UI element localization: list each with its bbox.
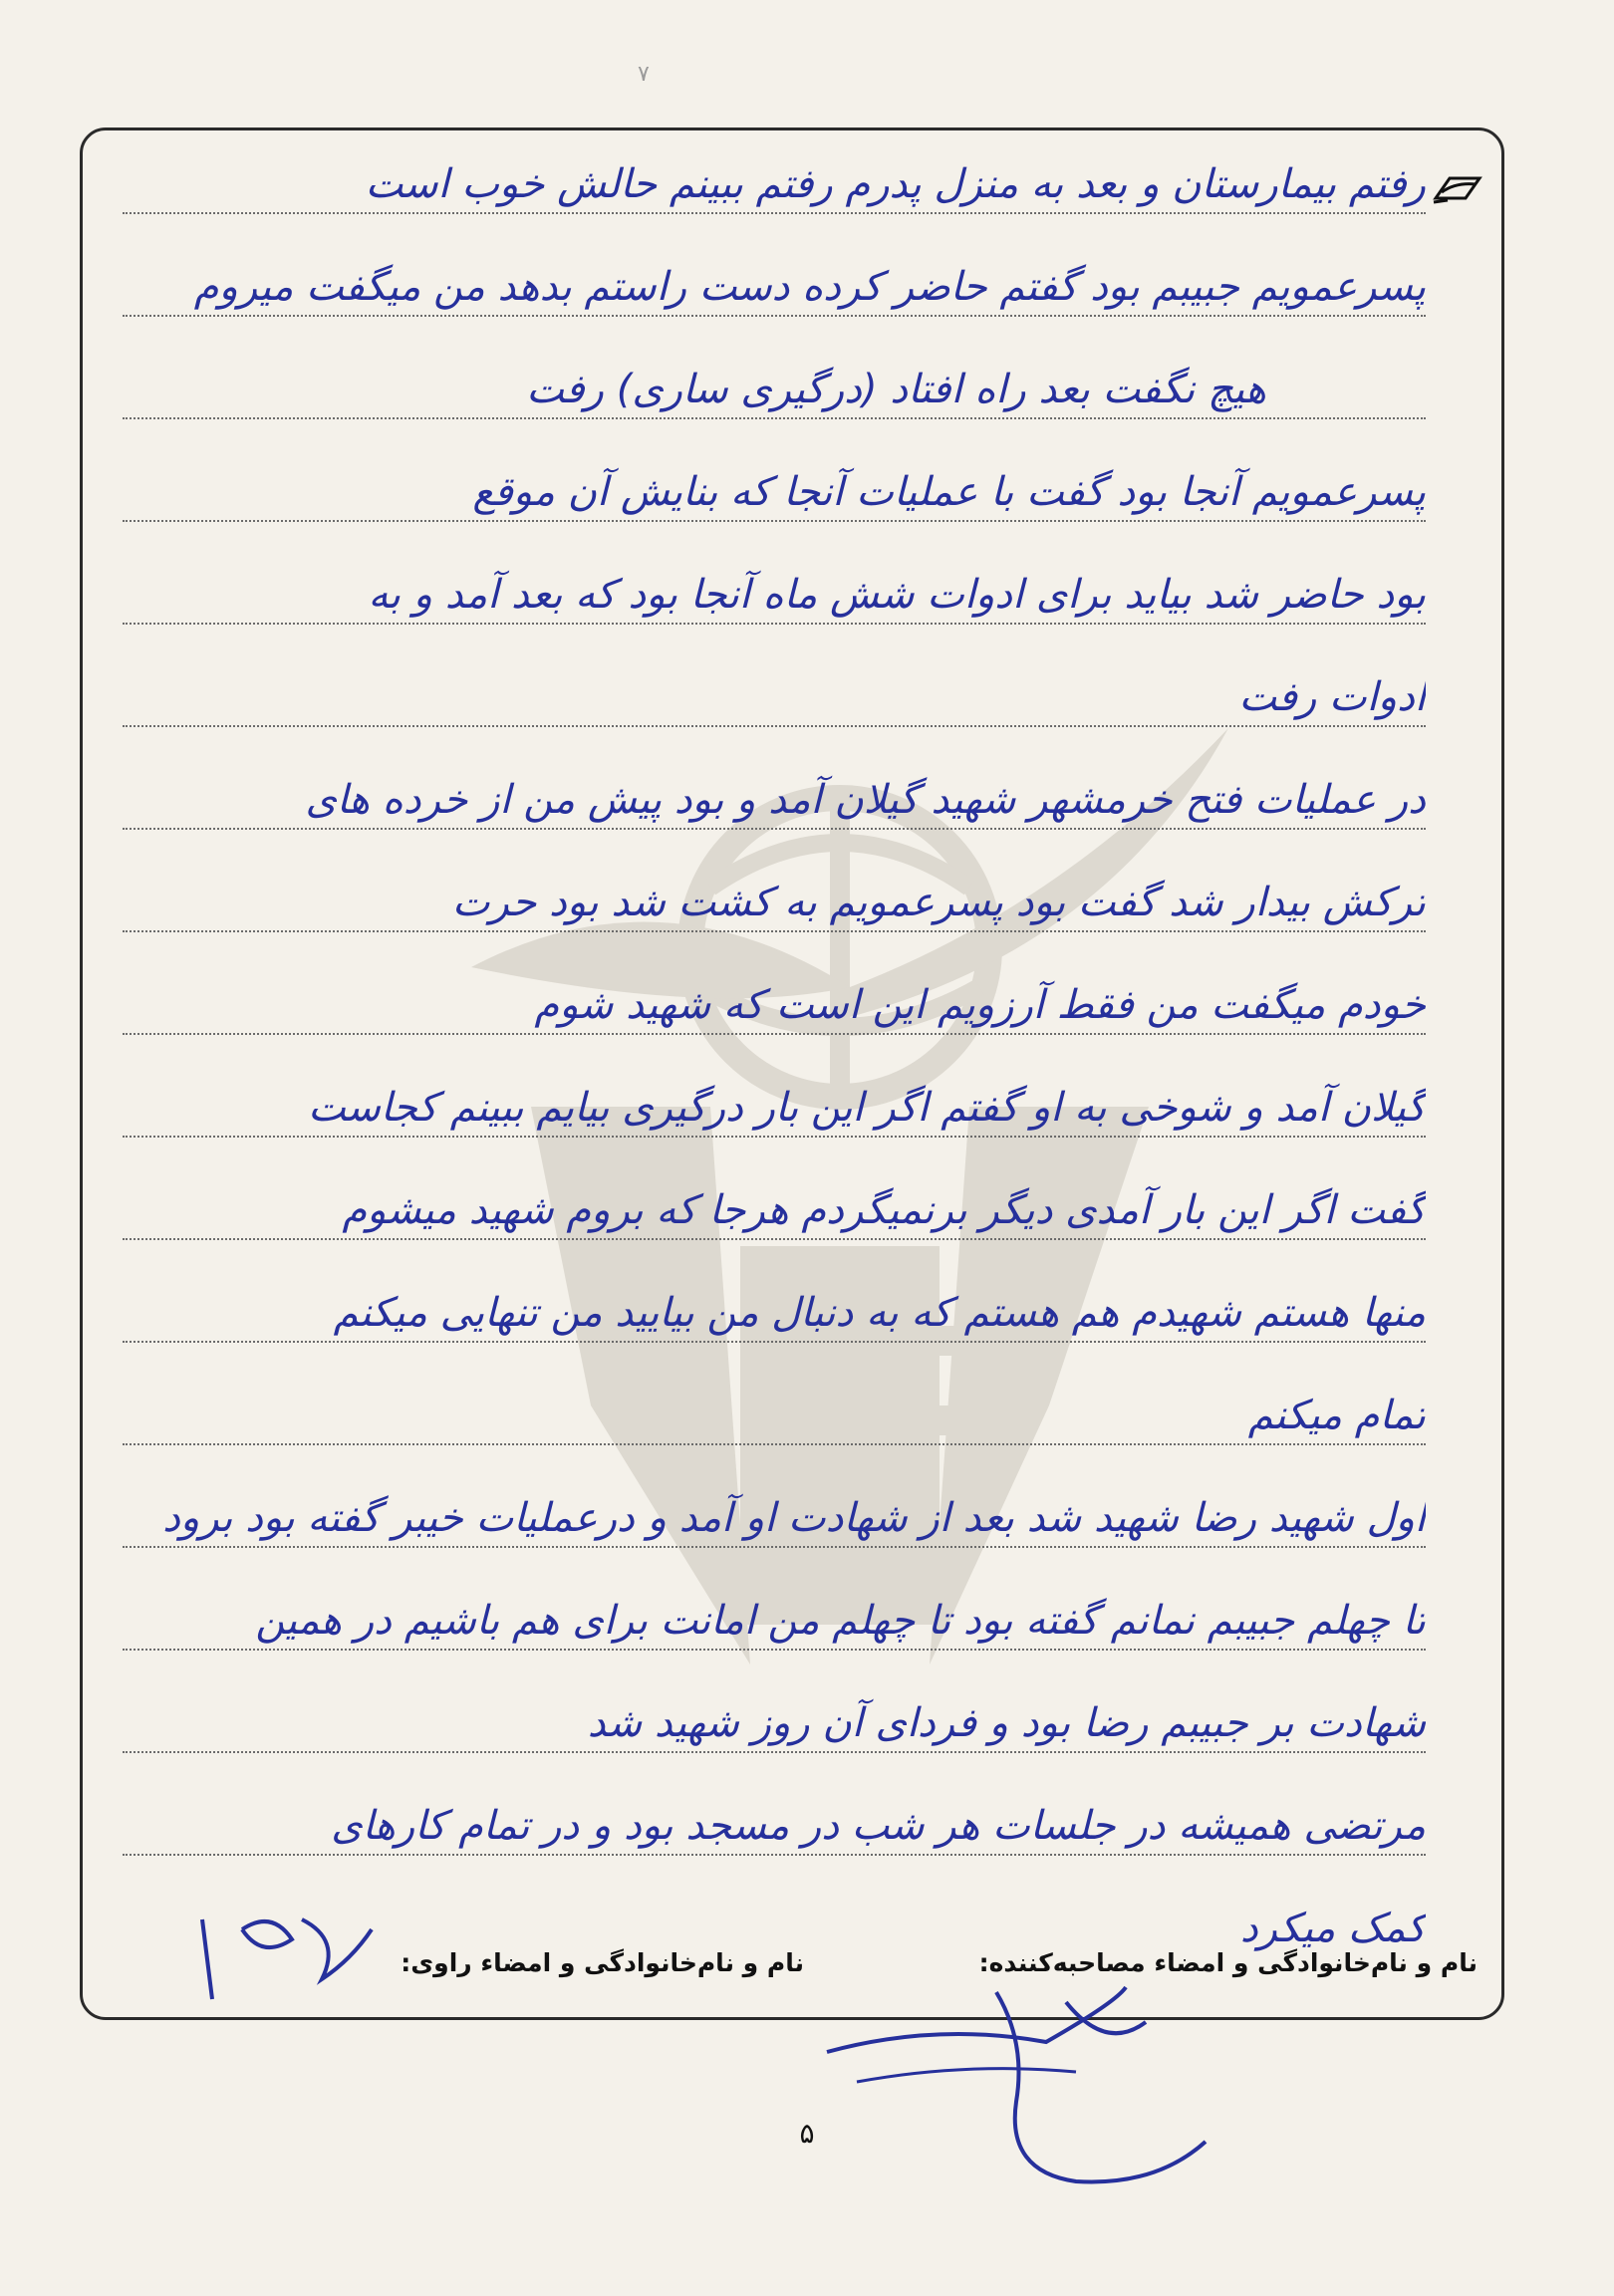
narrator-signature (182, 1900, 382, 2009)
interviewer-signature-label: نام و نام‌خانوادگی و امضاء مصاحبه‌کننده: (978, 1948, 1478, 1977)
handwritten-line: اول شهید رضا شهید شد بعد از شهادت او آمد و درعملیات خیبر گفته بود برود (162, 1495, 1426, 1541)
handwritten-line: شهادت بر جبیبم رضا بود و فردای آن روز شهید شد (587, 1700, 1426, 1746)
handwritten-line: خودم میگفت من فقط آرزویم این است که شهید شوم (534, 982, 1426, 1028)
handwritten-line: پسرعمویم جبیبم بود گفتم حاضر کرده دست راستم بدهد من میگفت میروم (193, 264, 1426, 310)
handwritten-line: ادوات رفت (1238, 674, 1426, 720)
handwritten-line: رفتم بیمارستان و بعد به منزل پدرم رفتم ببینم حالش خوب است (365, 161, 1426, 207)
page-number: ۵ (799, 2117, 815, 2150)
handwritten-line: تمام میکنم (1247, 1393, 1426, 1438)
handwritten-line: پسرعمویم آنجا بود گفت با عملیات آنجا که بنایش آن موقع (472, 469, 1426, 515)
handwritten-line: گفت اگر این بار آمدی دیگر برنمیگردم هرجا که بروم شهید میشوم (342, 1187, 1426, 1233)
handwritten-line: مرتضی همیشه در جلسات هر شب در مسجد بود و در تمام کارهای (331, 1803, 1426, 1849)
handwritten-line: بود حاضر شد بیاید برای ادوات شش ماه آنجا بود که بعد آمد و به (368, 572, 1426, 618)
handwritten-line: ترکش بیدار شد گفت بود پسرعمویم به کشت شد بود حرت (451, 880, 1426, 925)
narrator-signature-label: نام و نام‌خانوادگی و امضاء راوی: (401, 1948, 804, 1977)
pen-writing-icon (1432, 172, 1483, 204)
handwritten-line: در عملیات فتح خرمشهر شهید گیلان آمد و بود پیش من از خرده های (305, 777, 1426, 823)
handwritten-line: گیلان آمد و شوخی به او گفتم اگر این بار درگیری بیایم ببینم کجاست (308, 1085, 1426, 1131)
document-frame (80, 128, 1504, 2020)
handwritten-line: منها هستم شهیدم هم هستم که به دنبال من بیایید من تنهایی میکنم (333, 1290, 1426, 1336)
handwritten-line: هیچ نگفت بعد راه افتاد (درگیری ساری) رفت (526, 367, 1266, 412)
scan-mark: ۷ (638, 62, 650, 87)
handwritten-line: تا چهلم جبیبم نمانم گفته بود تا چهلم من امانت برای هم باشیم در همین (255, 1598, 1426, 1644)
signature-row (83, 1910, 1501, 1999)
handwritten-line: کمک میکرد (1239, 1906, 1426, 1951)
interviewer-signature (817, 1982, 1235, 2191)
